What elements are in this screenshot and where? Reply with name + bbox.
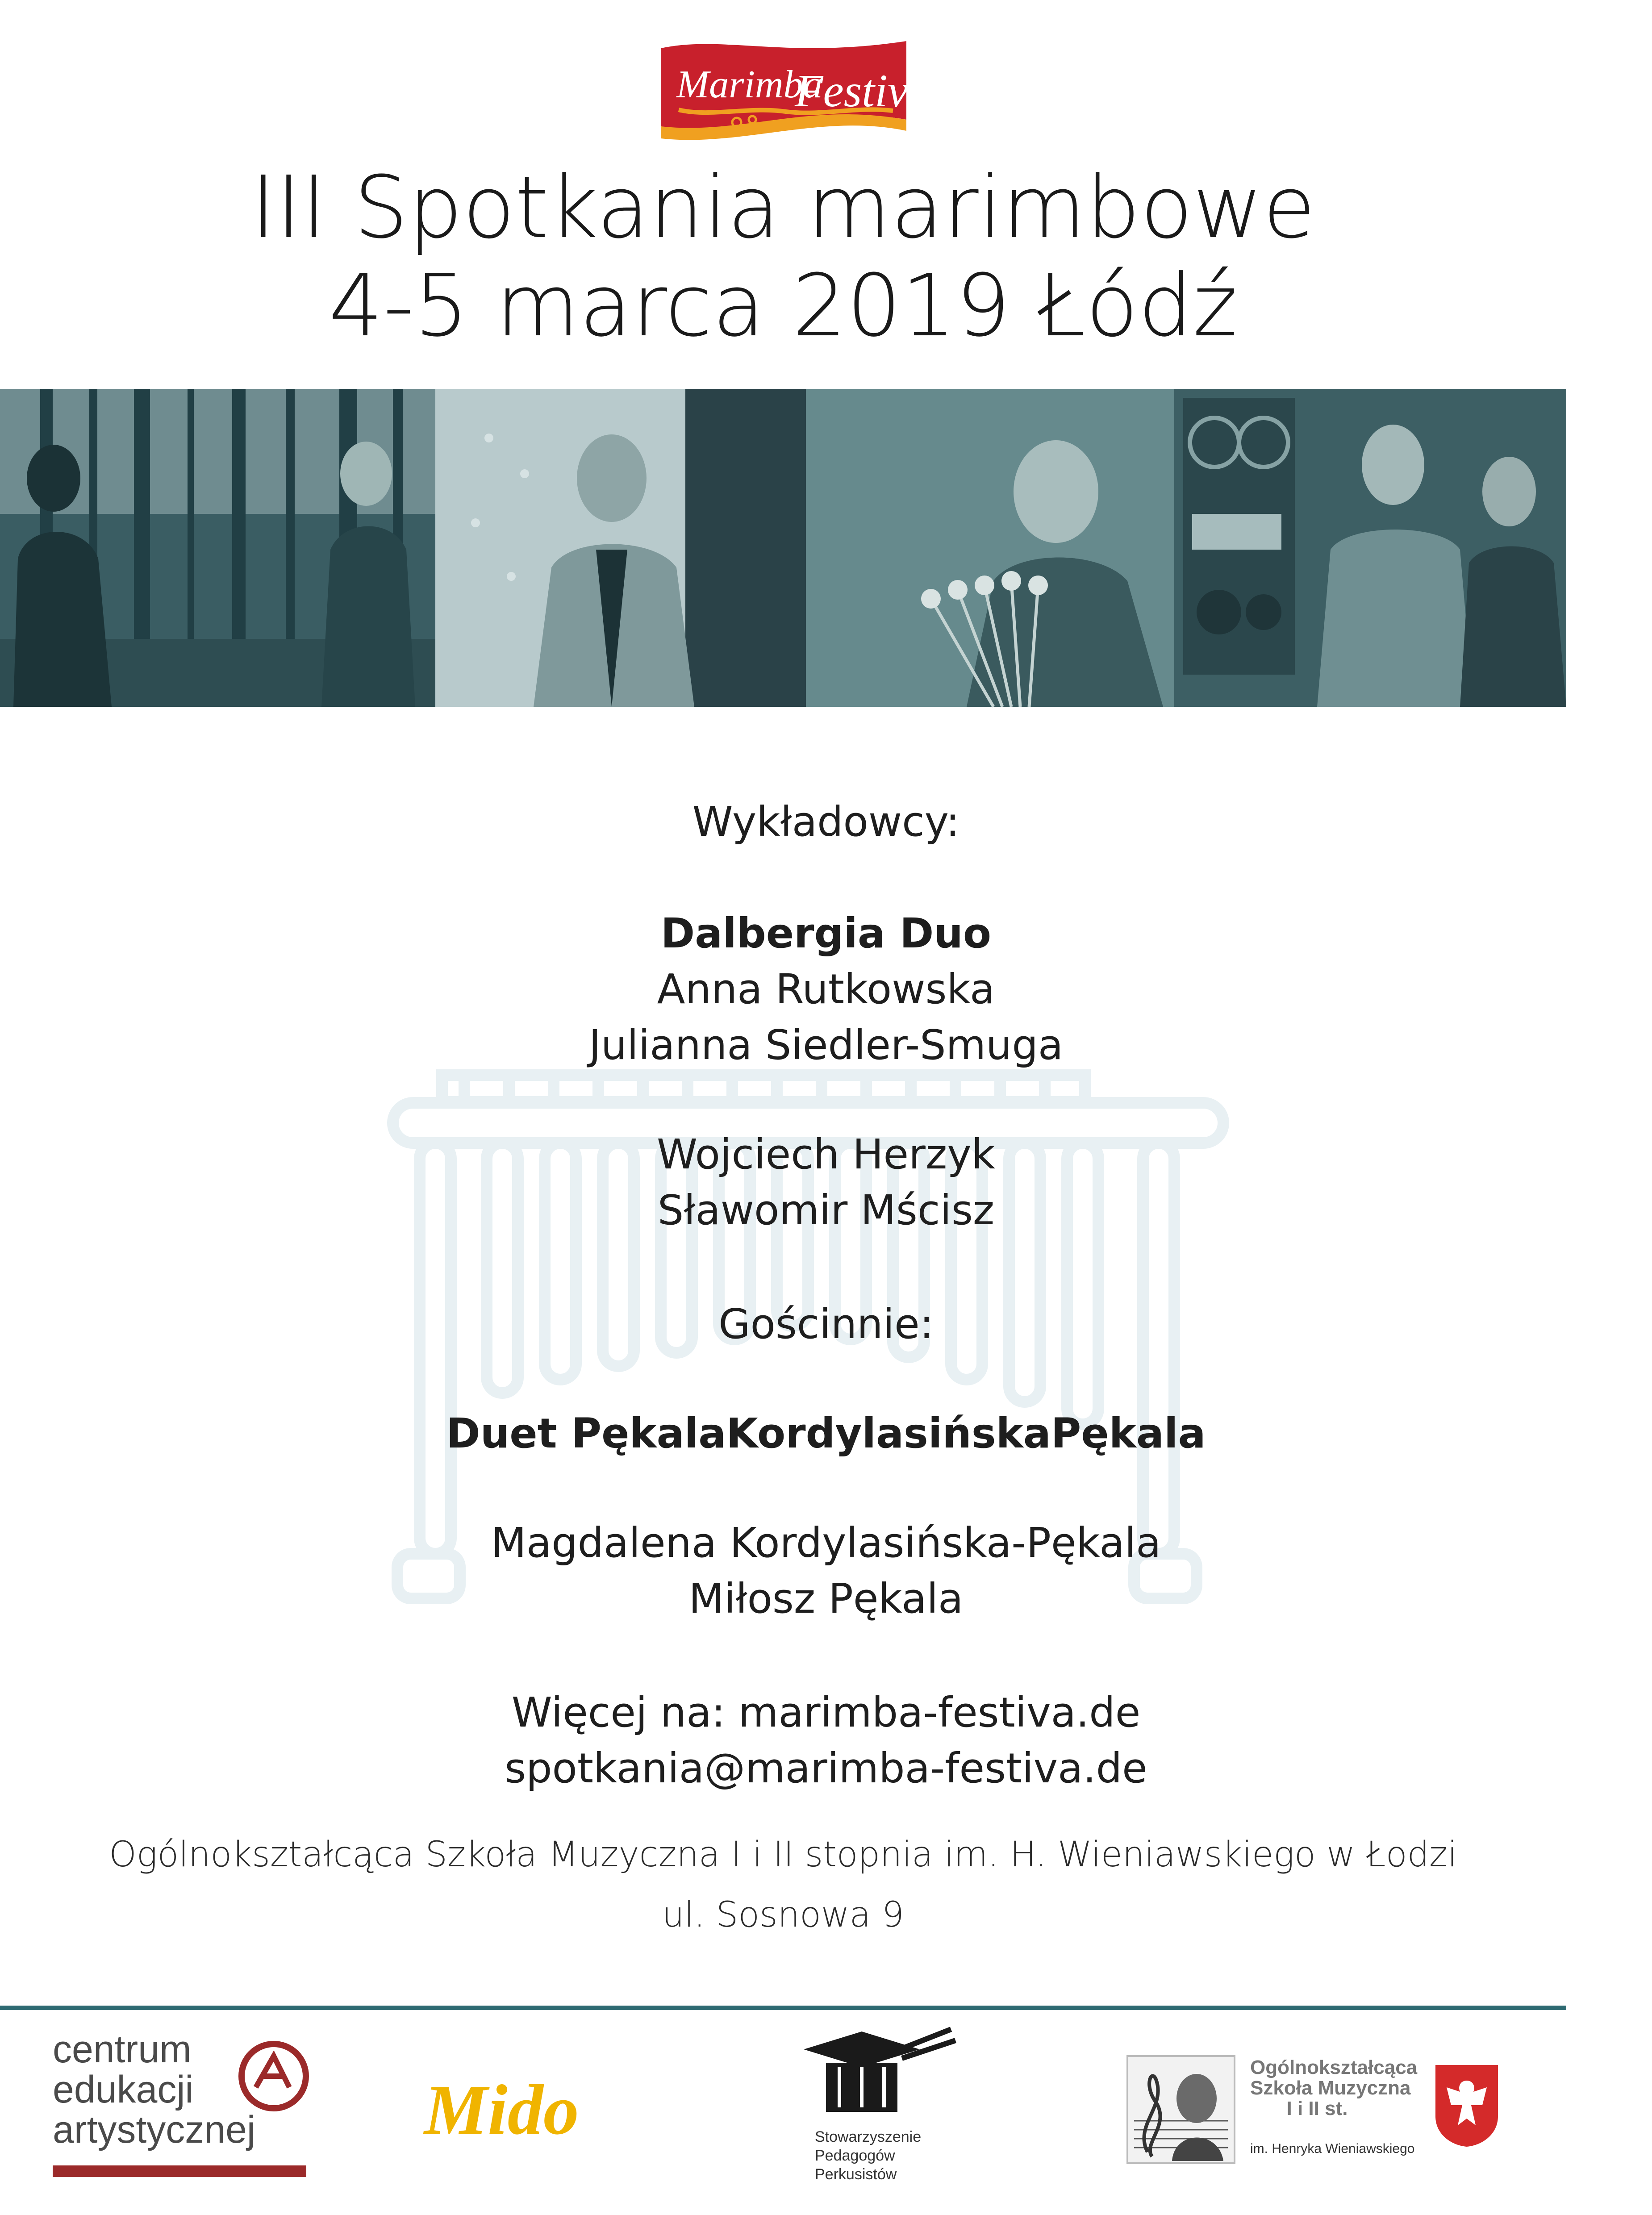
footer-divider xyxy=(0,2006,1566,2010)
spp-line-3: Perkusistów xyxy=(815,2166,897,2183)
guest-member: Magdalena Kordylasińska-Pękala xyxy=(491,1519,1161,1567)
lecturer-member: Anna Rutkowska xyxy=(657,965,995,1013)
venue-address: ul. Sosnowa 9 xyxy=(662,1895,904,1935)
lecturer-soloist: Wojciech Herzyk xyxy=(657,1130,995,1178)
email-link[interactable]: spotkania@marimba-festiva.de xyxy=(505,1744,1147,1792)
polish-eagle-emblem-icon xyxy=(1433,2063,1500,2148)
osm-line-4: im. Henryka Wieniawskiego xyxy=(1250,2141,1415,2156)
man-with-mallets-photo xyxy=(806,389,1174,707)
venue-name: Ogólnokształcąca Szkoła Muzyczna I i II stopnia im. H. Wieniawskiego w Łodzi xyxy=(109,1835,1457,1875)
spp-line-2: Pedagogów xyxy=(815,2147,895,2164)
event-date-location: 4-5 marca 2019 Łódź xyxy=(329,256,1238,356)
cea-logo xyxy=(53,2029,312,2190)
spp-logo xyxy=(799,2027,960,2197)
mido-name: Mido xyxy=(424,2070,579,2149)
duo-in-studio-photo xyxy=(1174,389,1566,707)
lecturer-soloist: Sławomir Mścisz xyxy=(657,1186,995,1234)
website-link[interactable]: Więcej na: marimba-festiva.de xyxy=(511,1689,1141,1736)
guest-group-name: Duet PękalaKordylasińskaPękala xyxy=(446,1410,1206,1457)
logo-word-festiva: Festiva xyxy=(795,65,932,117)
spp-line-1: Stowarzyszenie xyxy=(815,2128,922,2145)
lecturer-group-name: Dalbergia Duo xyxy=(660,909,992,957)
cea-logo-icon xyxy=(236,2038,312,2114)
cea-underline xyxy=(53,2165,306,2177)
osm-line-3: I i II st. xyxy=(1286,2098,1348,2119)
logo-word-marimba: Marimba xyxy=(676,63,823,106)
photo-strip xyxy=(0,389,1566,707)
cea-line-1: centrum xyxy=(53,2028,192,2071)
mido-logo xyxy=(424,2072,674,2148)
lecturers-heading: Wykładowcy: xyxy=(692,798,960,846)
man-in-suit-photo xyxy=(435,389,806,707)
event-title: III Spotkania marimbowe xyxy=(250,158,1316,258)
cea-line-3: artystycznej xyxy=(53,2108,256,2151)
osm-line-2: Szkoła Muzyczna xyxy=(1250,2077,1411,2099)
cea-line-2: edukacji xyxy=(53,2068,194,2111)
osm-school-logo xyxy=(1125,2054,1500,2170)
marimba-festiva-logo xyxy=(652,35,932,142)
guests-heading: Gościnnie: xyxy=(718,1300,934,1348)
drum-graduation-cap-icon xyxy=(799,2027,960,2121)
wieniawski-portrait-icon xyxy=(1125,2054,1237,2165)
duo-in-forest-photo xyxy=(0,389,435,707)
lecturer-member: Julianna Siedler-Smuga xyxy=(588,1021,1064,1069)
guest-member: Miłosz Pękala xyxy=(688,1575,964,1623)
osm-line-1: Ogólnokształcąca xyxy=(1250,2056,1418,2078)
